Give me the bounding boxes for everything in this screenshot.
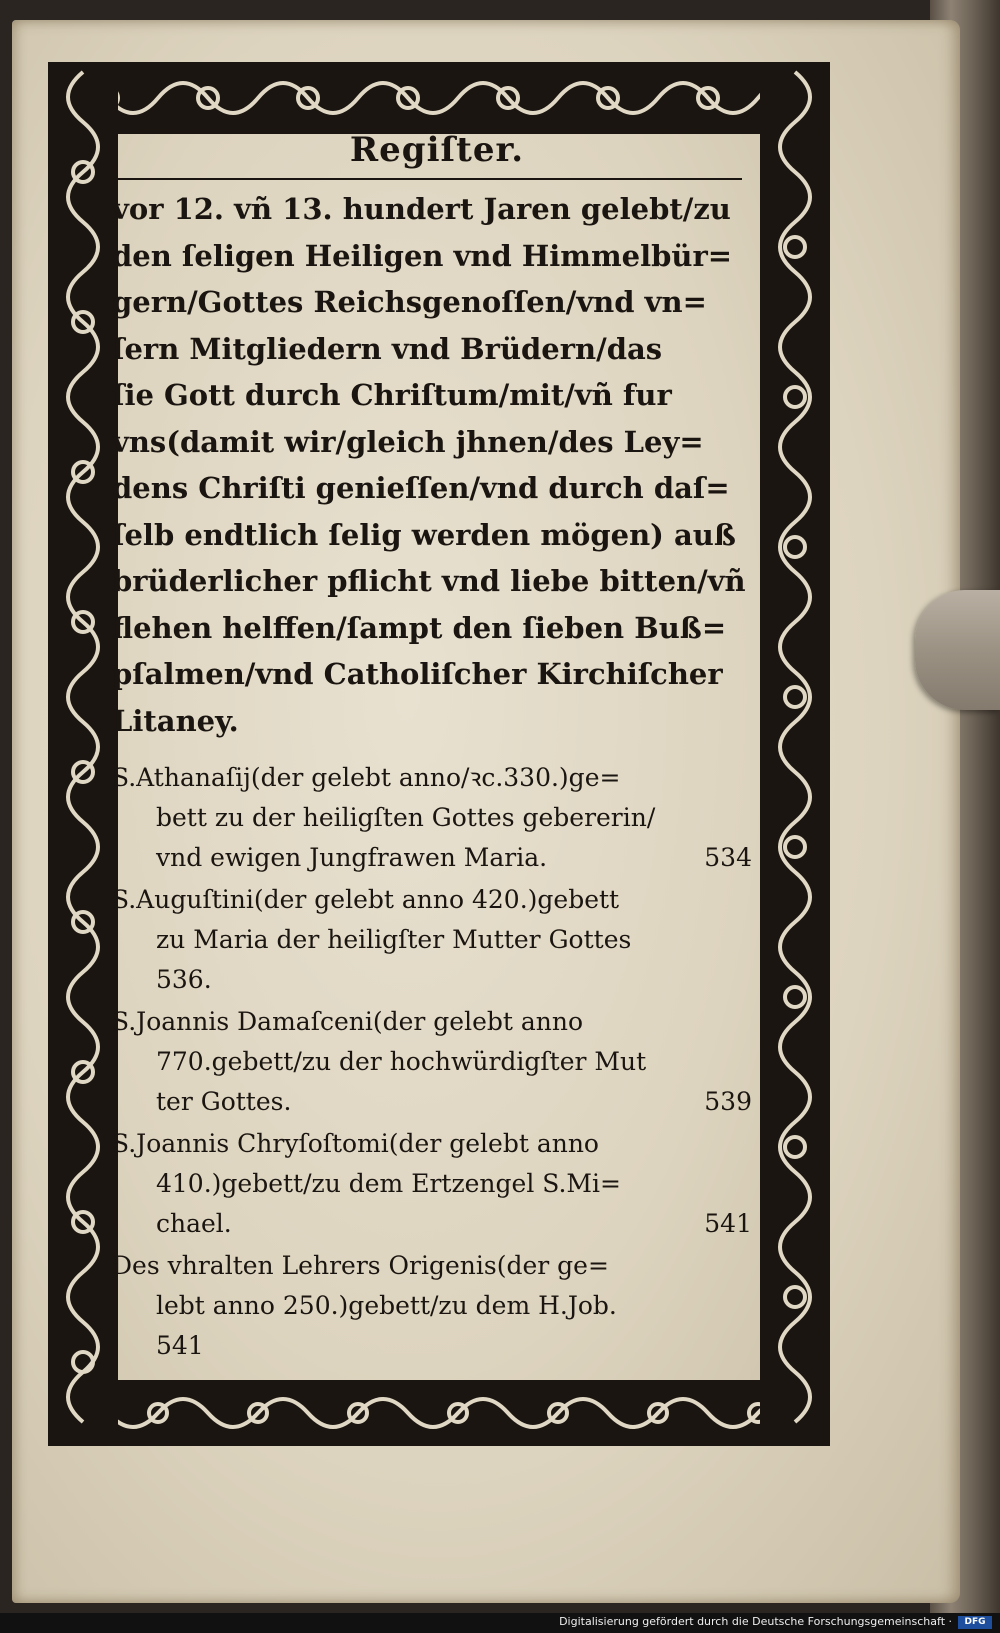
entry-line: Des vhralten Lehrers Origenis(der ge= [112, 1251, 609, 1280]
entry-line: S.Joannis Chryſoſtomi(der gelebt anno [112, 1129, 599, 1158]
paragraph-line: ſelb endtlich ſelig werden mögen) auß [112, 517, 736, 552]
paragraph-line: vor 12. vñ 13. hundert Jaren gelebt/zu [112, 192, 731, 226]
entry-line: S.Auguſtini(der gelebt anno 420.)gebett [112, 885, 620, 914]
paragraph-line: den ſeligen Heiligen vnd Himmelbür= [112, 238, 733, 273]
entry-line: ter Gottes. [156, 1087, 292, 1116]
paragraph-line: pſalmen/vnd Catholiſcher Kirchiſcher [112, 657, 723, 691]
entry-line: lebt anno 250.)gebett/zu dem H.Job. [156, 1291, 617, 1320]
paragraph-line: vns(damit wir/gleich jhnen/des Ley= [112, 424, 704, 459]
title-rule [116, 178, 742, 180]
dfg-logo: DFG [958, 1616, 992, 1629]
digitization-note: Digitalisierung gefördert durch die Deutsche Forschungsgemeinschaft · [559, 1615, 952, 1628]
paragraph-line: dens Chriſti genieſſen/vnd durch daſ= [112, 471, 730, 505]
entry-line: S.Athanaſij(der gelebt anno/ꝛc.330.)ge= [112, 763, 621, 792]
paragraph-line: flehen helffen/ſampt den ſieben Buß= [112, 610, 727, 645]
register-paragraph [112, 186, 762, 744]
book-clasp [915, 590, 1000, 710]
register-entry [112, 1002, 762, 1122]
register-entry [112, 880, 762, 1000]
ornament-top-band [48, 62, 830, 134]
ornament-right-band [760, 62, 830, 1446]
paragraph-line: ſern Mitgliedern vnd Brüdern/das [112, 331, 663, 366]
register-entries [112, 758, 762, 1366]
page-number: 541 [704, 1209, 752, 1238]
register-entry [112, 758, 762, 878]
page-content [112, 128, 762, 1378]
ornament-left-band [48, 62, 118, 1446]
entry-line: S.Joannis Damaſceni(der gelebt anno [112, 1007, 584, 1036]
paragraph-line: gern/Gottes Reichsgenoſſen/vnd vn= [112, 285, 707, 319]
entry-line: 541 [156, 1331, 204, 1360]
paragraph-line: ſie Gott durch Chriſtum/mit/vñ fur [112, 378, 672, 412]
entry-line: 770.gebett/zu der hochwürdigſter Mut [156, 1047, 647, 1076]
page-title: Regiſter. [349, 130, 525, 170]
paragraph-line: brüderlicher pflicht vnd liebe bitten/vñ [112, 564, 746, 598]
entry-line: chael. [156, 1209, 232, 1238]
entry-line: vnd ewigen Jungfrawen Maria. [156, 843, 548, 872]
paragraph-line: Litaney. [112, 703, 239, 738]
register-entry [112, 1246, 762, 1366]
register-entry [112, 1124, 762, 1244]
entry-line: 410.)gebett/zu dem Ertzengel S.Mi= [156, 1169, 621, 1198]
page-number: 534 [704, 843, 752, 872]
page-number: 539 [704, 1087, 752, 1116]
entry-line: bett zu der heiligſten Gottes gebererin/ [156, 803, 656, 832]
entry-line: 536. [156, 965, 212, 994]
ornament-bottom-band [48, 1380, 830, 1446]
entry-line: zu Maria der heiligſter Mutter Gottes [156, 925, 632, 954]
